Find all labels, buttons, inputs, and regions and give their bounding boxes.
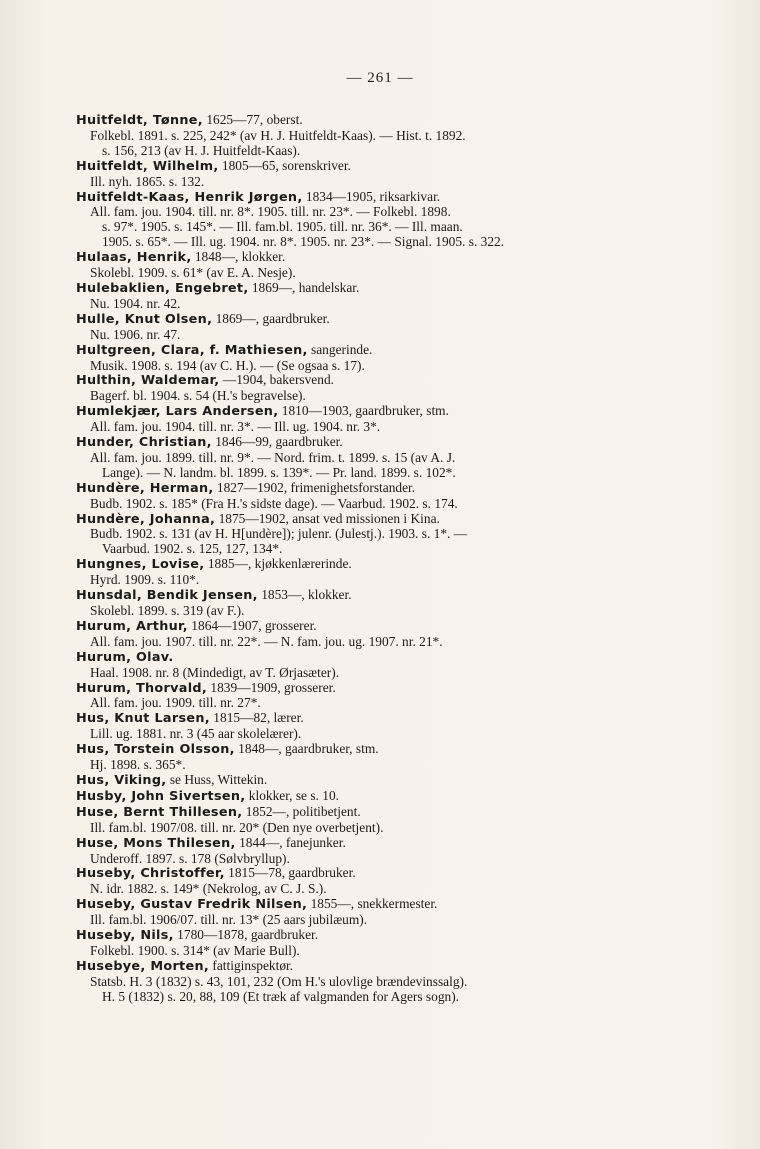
entry-name: Hungnes, Lovise, [76,557,205,573]
page-number: — 261 — [346,70,414,86]
biography-entry [76,373,676,404]
entry-reference: All. fam. jou. 1909. till. nr. 27*. [90,695,261,711]
entry-heading [76,897,676,913]
entry-description: 1869—, gaardbruker. [215,310,330,326]
entry-reference: H. 5 (1832) s. 20, 88, 109 (Et træk af valgmanden for Agers sogn). [102,988,460,1004]
entry-list [76,113,676,1005]
entry-reference: Budb. 1902. s. 185* (Fra H.'s sidste dage). — Vaarbud. 1902. s. 174. [90,495,458,511]
entry-reference: Ill. nyh. 1865. s. 132. [90,173,205,189]
entry-name: Huse, Mons Thilesen, [76,835,236,851]
entry-reference: Underoff. 1897. s. 178 (Sølvbryllup). [90,850,290,866]
biography-entry [76,250,676,281]
entry-heading [76,650,676,666]
entry-name: Hus, Viking, [76,772,167,788]
entry-description: 1844—, fanejunker. [239,834,346,850]
entry-name: Husby, John Sivertsen, [76,788,246,804]
entry-reference: Skolebl. 1909. s. 61* (av E. A. Nesje). [90,265,296,281]
entry-description: 1625—77, oberst. [206,112,303,127]
biography-entry [76,681,676,712]
entry-name: Hulebaklien, Engebret, [76,280,249,296]
entry-description: 1852—, politibetjent. [245,803,361,819]
entry-reference: Hj. 1898. s. 365*. [90,757,186,773]
entry-heading [76,836,676,852]
entry-reference: Ill. fam.bl. 1907/08. till. nr. 20* (Den nye overbetjent). [90,819,384,835]
biography-entry [76,836,676,867]
biography-entry [76,789,676,805]
biography-entry [76,773,676,789]
entry-reference: Musik. 1908. s. 194 (av C. H.). — (Se ogsaa s. 17). [90,357,365,373]
entry-name: Humlekjær, Lars Andersen, [76,404,279,420]
entry-name: Huse, Bernt Thillesen, [76,804,243,820]
entry-name: Hulle, Knut Olsen, [76,311,213,327]
entry-description: —1904, bakersvend. [222,372,334,388]
entry-heading [76,159,676,175]
biography-entry [76,650,676,681]
entry-name: Huitfeldt-Kaas, Henrik Jørgen, [76,189,303,205]
entry-reference: All. fam. jou. 1907. till. nr. 22*. — N. fam. jou. ug. 1907. nr. 21*. [90,633,443,649]
biography-entry [76,866,676,897]
entry-heading [76,512,676,528]
entry-description: 1805—65, sorenskriver. [221,157,351,173]
biography-entry [76,312,676,343]
biography-entry [76,159,676,190]
entry-reference: Folkebl. 1891. s. 225, 242* (av H. J. Huitfeldt-Kaas). — Hist. t. 1892. [90,127,466,143]
entry-reference: N. idr. 1882. s. 149* (Nekrolog, av C. J. S.). [90,881,327,897]
entry-reference: Budb. 1902. s. 131 (av H. H[undère]); julenr. (Julestj.). 1903. s. 1*. — [90,526,468,542]
entry-description: 1839—1909, grosserer. [210,679,336,695]
biography-entry [76,281,676,312]
entry-description: 1885—, kjøkkenlærerinde. [207,556,352,572]
entry-description: 1848—, klokker. [194,249,286,265]
entry-heading [76,557,676,573]
entry-reference: Folkebl. 1900. s. 314* (av Marie Bull). [90,942,300,958]
biography-entry [76,512,676,558]
entry-reference: Lange). — N. landm. bl. 1899. s. 139*. — Pr. land. 1899. s. 102*. [102,464,456,480]
biography-entry [76,619,676,650]
entry-reference: Statsb. H. 3 (1832) s. 43, 101, 232 (Om H.'s ulovlige brændevinssalg). [90,973,468,989]
entry-description: 1834—1905, riksarkivar. [305,188,441,204]
entry-heading [76,250,676,266]
entry-heading [76,928,676,944]
entry-heading [76,805,676,821]
entry-name: Hulthin, Waldemar, [76,373,220,389]
entry-heading [76,404,676,420]
biography-entry [76,404,676,435]
entry-name: Hundère, Herman, [76,480,214,496]
entry-reference: Ill. fam.bl. 1906/07. till. nr. 13* (25 aars jubilæum). [90,912,368,928]
entry-heading [76,742,676,758]
biography-entry [76,113,676,159]
entry-name: Huseby, Nils, [76,928,174,944]
entry-reference: Hyrd. 1909. s. 110*. [90,572,200,588]
entry-reference: s. 97*. 1905. s. 145*. — Ill. fam.bl. 1905. till. nr. 36*. — Ill. maan. [102,219,463,235]
entry-reference: Nu. 1904. nr. 42. [90,295,181,311]
entry-name: Hus, Torstein Olsson, [76,742,235,758]
entry-description: 1810—1903, gaardbruker, stm. [281,403,449,419]
entry-reference: 1905. s. 65*. — Ill. ug. 1904. nr. 8*. 1905. nr. 23*. — Signal. 1905. s. 322. [102,234,505,250]
entry-description: 1848—, gaardbruker, stm. [238,741,379,757]
entry-description: 1780—1878, gaardbruker. [177,927,319,943]
entry-name: Huseby, Christoffer, [76,866,225,882]
entry-name: Hulaas, Henrik, [76,250,192,266]
entry-description: 1864—1907, grosserer. [191,617,317,633]
biography-entry [76,805,676,836]
entry-description: 1855—, snekkermester. [310,896,438,912]
entry-reference: Haal. 1908. nr. 8 (Mindedigt, av T. Ørjasæter). [90,664,340,680]
biography-entry [76,557,676,588]
entry-reference: Bagerf. bl. 1904. s. 54 (H.'s begravelse). [90,388,306,404]
entry-heading [76,789,676,805]
entry-heading [76,619,676,635]
entry-description: fattiginspektør. [212,957,294,973]
entry-heading [76,312,676,328]
entry-name: Hunsdal, Bendik Jensen, [76,588,258,604]
biography-entry [76,928,676,959]
biography-entry [76,897,676,928]
entry-reference: s. 156, 213 (av H. J. Huitfeldt-Kaas). [102,142,301,158]
entry-name: Hunder, Christian, [76,435,212,451]
entry-name: Hurum, Arthur, [76,618,188,634]
entry-description: 1846—99, gaardbruker. [215,434,343,450]
entry-description: se Huss, Wittekin. [169,771,268,787]
biography-entry [76,742,676,773]
entry-heading [76,281,676,297]
biography-entry [76,588,676,619]
entry-name: Husebye, Morten, [76,958,210,974]
entry-reference: Nu. 1906. nr. 47. [90,326,181,342]
entry-reference: All. fam. jou. 1904. till. nr. 3*. — Ill. ug. 1904. nr. 3*. [90,419,381,435]
entry-description: 1869—, handelskar. [251,279,360,295]
entry-heading [76,373,676,389]
entry-heading [76,113,676,129]
biography-entry [76,190,676,251]
entry-heading [76,681,676,697]
entry-heading [76,773,676,789]
entry-description: 1815—82, lærer. [213,710,304,726]
entry-heading [76,435,676,451]
biography-entry [76,959,676,1005]
entry-description: 1853—, klokker. [261,587,352,603]
entry-heading [76,343,676,359]
entry-reference: Lill. ug. 1881. nr. 3 (45 aar skolelærer). [90,726,302,742]
entry-name: Hurum, Thorvald, [76,680,208,696]
biography-entry [76,481,676,512]
entry-name: Hus, Knut Larsen, [76,711,210,727]
biography-entry [76,343,676,374]
entry-name: Hundère, Johanna, [76,511,216,527]
entry-reference: Skolebl. 1899. s. 319 (av F.). [90,603,245,618]
entry-description: 1815—78, gaardbruker. [228,865,356,881]
entry-heading [76,866,676,882]
entry-description: 1875—1902, ansat ved missionen i Kina. [218,510,440,526]
entry-description: klokker, se s. 10. [248,787,339,803]
entry-heading [76,481,676,497]
entry-heading [76,711,676,727]
biography-entry [76,435,676,481]
entry-reference: Vaarbud. 1902. s. 125, 127, 134*. [102,541,283,557]
entry-description: sangerinde. [311,341,373,357]
entry-reference: All. fam. jou. 1899. till. nr. 9*. — Nord. frim. t. 1899. s. 15 (av A. J. [90,449,456,465]
entry-heading [76,588,676,604]
biography-entry [76,711,676,742]
entry-name: Huseby, Gustav Fredrik Nilsen, [76,897,308,913]
entry-name: Hurum, Olav. [76,649,174,665]
entry-heading [76,959,676,975]
entry-reference: All. fam. jou. 1904. till. nr. 8*. 1905. till. nr. 23*. — Folkebl. 1898. [90,204,451,220]
entry-name: Hultgreen, Clara, f. Mathiesen, [76,342,308,358]
entry-description: 1827—1902, frimenighetsforstander. [216,479,416,495]
entry-name: Huitfeldt, Tønne, [76,113,203,128]
entry-heading [76,190,676,206]
entry-name: Huitfeldt, Wilhelm, [76,158,219,174]
